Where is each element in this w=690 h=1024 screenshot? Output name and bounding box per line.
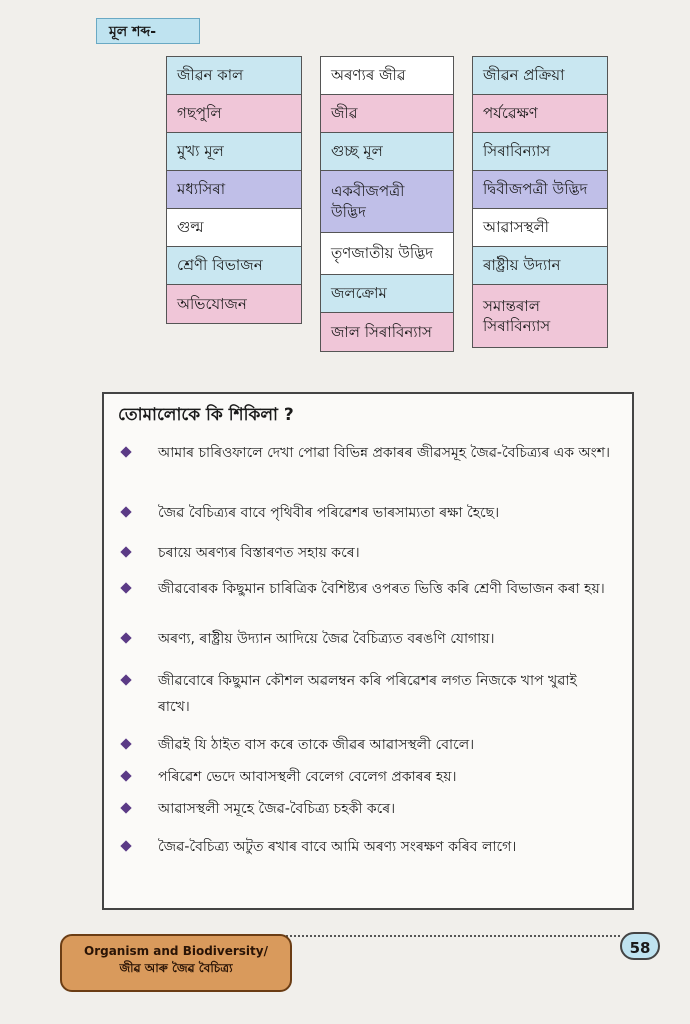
keyword-cell: আৱাসস্থলী — [473, 209, 607, 247]
list-item — [122, 834, 612, 860]
keyword-cell: সমান্তৰাল সিৰাবিন্যাস — [473, 285, 607, 347]
diamond-bullet-icon — [120, 770, 131, 781]
list-item-text: জৈৱ-বৈচিত্ৰ্য অটুত ৰখাৰ বাবে আমি অৰণ্য সংৰক্ষণ কৰিব লাগে। — [158, 839, 517, 855]
footer-dotted-rule — [238, 935, 620, 937]
diamond-bullet-icon — [120, 632, 131, 643]
diamond-bullet-icon — [120, 674, 131, 685]
keyword-cell: গছপুলি — [167, 95, 301, 133]
keyword-column-2 — [320, 56, 454, 352]
list-item-text: জীৱবোৰক কিছুমান চাৰিত্ৰিক বৈশিষ্ট্যৰ ওপৰত ভিত্তি কৰি শ্ৰেণী বিভাজন কৰা হয়। — [158, 581, 605, 597]
list-item-text: আমাৰ চাৰিওফালে দেখা পোৱা বিভিন্ন প্ৰকাৰৰ জীৱসমূহ জৈৱ-বৈচিত্ৰ্যৰ এক অংশ। — [158, 445, 610, 461]
keyword-cell: মুখ্য মূল — [167, 133, 301, 171]
list-item — [122, 576, 612, 602]
keyword-cell: একবীজপত্ৰী উদ্ভিদ — [321, 171, 453, 233]
keyword-cell: জাল সিৰাবিন্যাস — [321, 313, 453, 351]
list-item — [122, 764, 612, 790]
key-words-heading: মূল শব্দ- — [96, 18, 200, 44]
keyword-cell: গুল্ম — [167, 209, 301, 247]
keyword-cell: অৰণ্যৰ জীৱ — [321, 57, 453, 95]
list-item — [122, 626, 612, 652]
list-item — [122, 796, 612, 822]
diamond-bullet-icon — [120, 802, 131, 813]
diamond-bullet-icon — [120, 840, 131, 851]
keyword-cell: অভিযোজন — [167, 285, 301, 323]
keyword-cell: সিৰাবিন্যাস — [473, 133, 607, 171]
list-item — [122, 500, 612, 526]
list-item-text: পৰিৱেশ ভেদে আবাসস্থলী বেলেগ বেলেগ প্ৰকাৰৰ হয়। — [158, 769, 457, 785]
learning-summary-box — [102, 392, 634, 910]
keyword-column-1 — [166, 56, 302, 324]
keyword-column-3 — [472, 56, 608, 348]
keyword-cell: জীৱন কাল — [167, 57, 301, 95]
diamond-bullet-icon — [120, 738, 131, 749]
list-item-text: আৱাসস্থলী সমূহে জৈৱ-বৈচিত্ৰ্য চহকী কৰে। — [158, 801, 396, 817]
keyword-cell: দ্বিবীজপত্ৰী উদ্ভিদ — [473, 171, 607, 209]
keyword-cell: জলক্ৰোম — [321, 275, 453, 313]
list-item — [122, 540, 612, 566]
keyword-cell: ৰাষ্ট্ৰীয় উদ্যান — [473, 247, 607, 285]
chapter-title-assamese: জীৱ আৰু জৈৱ বৈচিত্ৰ্য — [119, 961, 233, 975]
list-item-text: অৰণ্য, ৰাষ্ট্ৰীয় উদ্যান আদিয়ে জৈৱ বৈচিত্ৰ্যত বৰঙণি যোগায়। — [158, 631, 495, 647]
diamond-bullet-icon — [120, 446, 131, 457]
keyword-cell: জীৱন প্ৰক্ৰিয়া — [473, 57, 607, 95]
keyword-cell: জীৱ — [321, 95, 453, 133]
list-item — [122, 668, 612, 720]
summary-title: তোমালোকে কি শিকিলা ? — [118, 405, 294, 425]
list-item — [122, 732, 612, 758]
list-item-text: চৰায়ে অৰণ্যৰ বিস্তাৰণত সহায় কৰে। — [158, 545, 360, 561]
keyword-cell: তৃণজাতীয় উদ্ভিদ — [321, 233, 453, 275]
chapter-footer-badge — [60, 934, 292, 992]
diamond-bullet-icon — [120, 506, 131, 517]
list-item-text: জৈৱ বৈচিত্ৰ্যৰ বাবে পৃথিবীৰ পৰিৱেশৰ ভাৰসাম্যতা ৰক্ষা হৈছে। — [158, 505, 500, 521]
keyword-cell: শ্ৰেণী বিভাজন — [167, 247, 301, 285]
page-number: 58 — [620, 932, 660, 960]
keyword-cell: পৰ্যৱেক্ষণ — [473, 95, 607, 133]
list-item-text: জীৱই যি ঠাইত বাস কৰে তাকে জীৱৰ আৱাসস্থলী বোলে। — [158, 737, 475, 753]
keyword-cell: মধ্যসিৰা — [167, 171, 301, 209]
chapter-title-english: Organism and Biodiversity/ — [84, 944, 268, 958]
keyword-cell: গুচ্ছ মূল — [321, 133, 453, 171]
list-item-text: জীৱবোৰে কিছুমান কৌশল অৱলম্বন কৰি পৰিৱেশৰ লগত নিজকে খাপ খুৱাই ৰাখে। — [158, 673, 577, 715]
list-item — [122, 440, 612, 466]
diamond-bullet-icon — [120, 546, 131, 557]
diamond-bullet-icon — [120, 582, 131, 593]
